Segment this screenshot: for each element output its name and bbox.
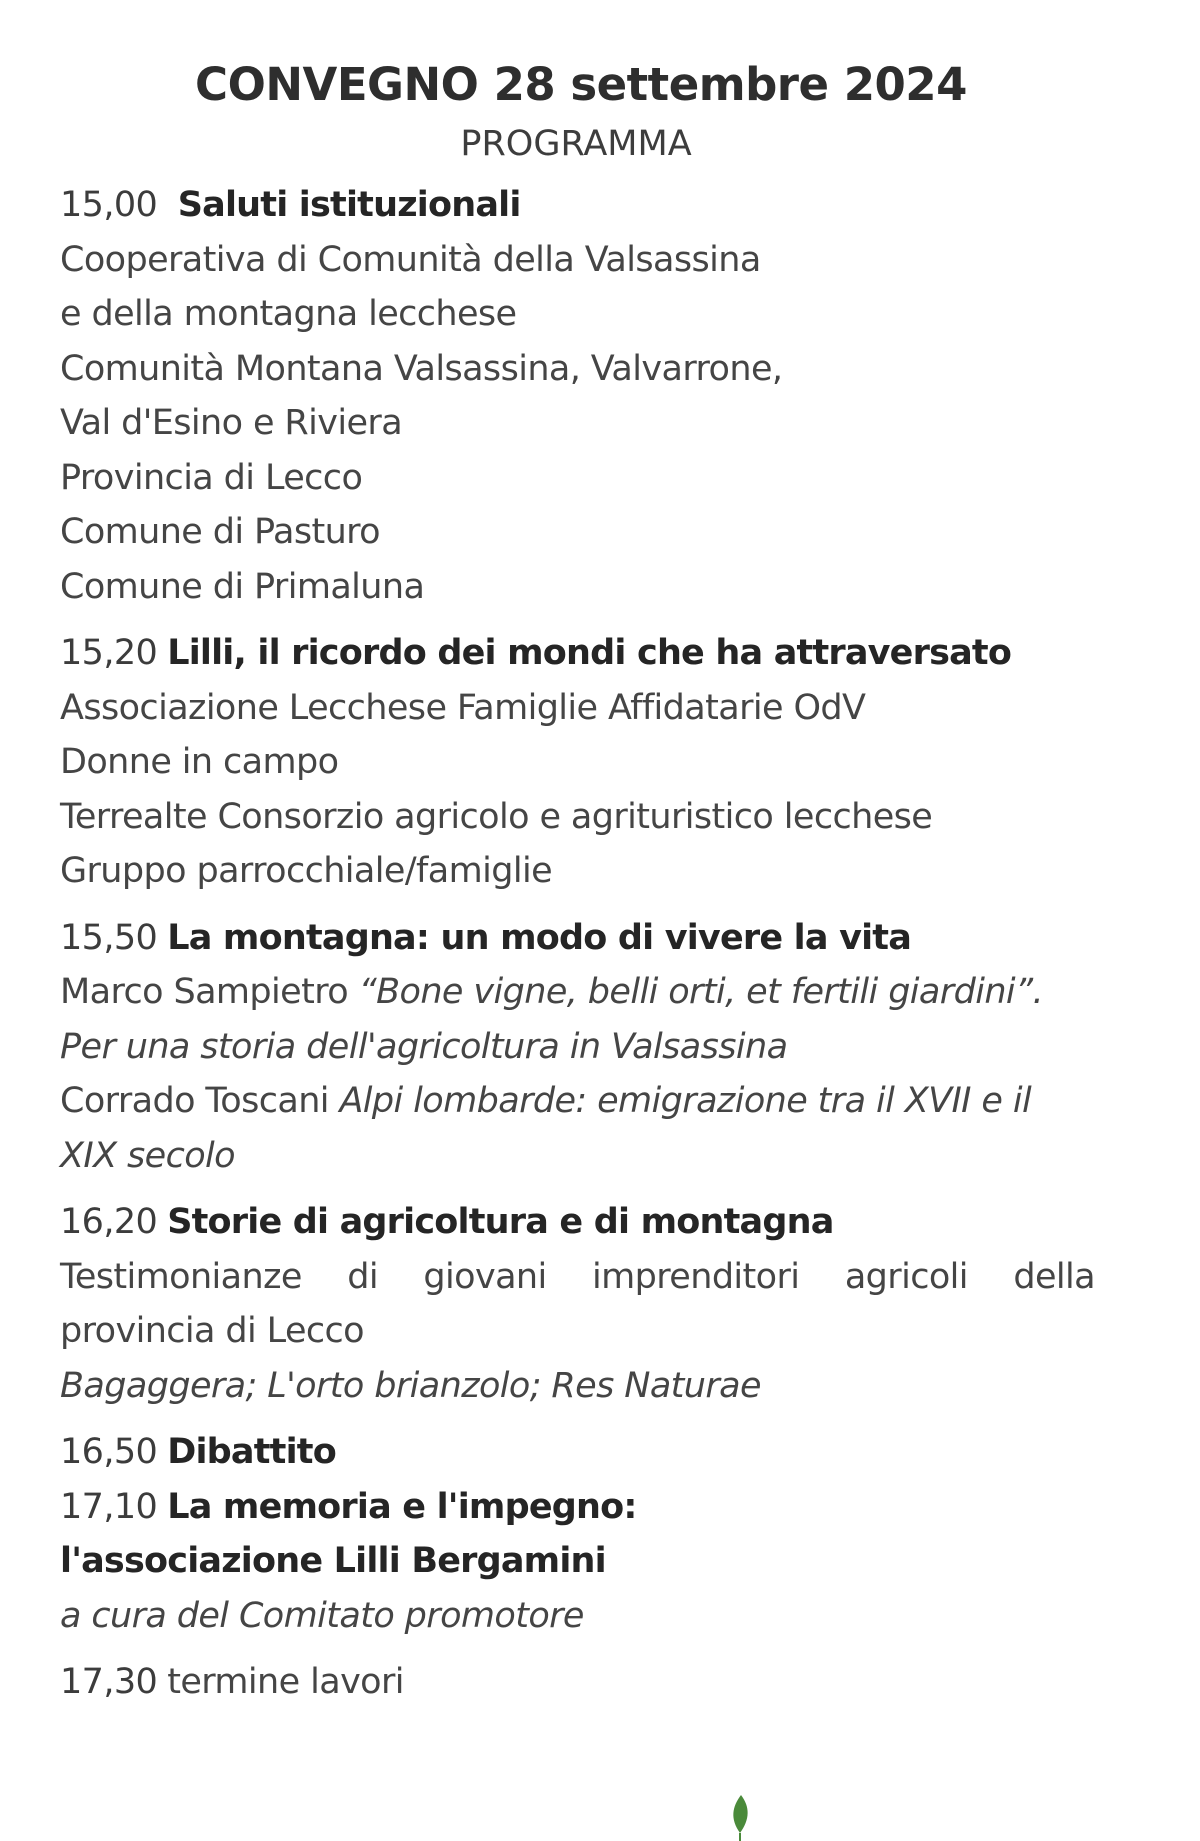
session-line: Gruppo parrocchiale/famiglie — [60, 851, 553, 891]
session-line: Val d'Esino e Riviera — [60, 403, 403, 443]
session-heading — [60, 1425, 1100, 1480]
session-time: 15,50 — [60, 917, 158, 958]
session-title: Saluti istituzionali — [177, 185, 521, 225]
session-title: Dibattito — [167, 1432, 336, 1472]
program-list — [60, 178, 1100, 1722]
leaf-icon — [726, 1793, 756, 1841]
session-title: Lilli, il ricordo dei mondi che ha attraversato — [167, 633, 1012, 673]
talk-title-continued: Per una storia dell'agricoltura in Valsassina — [60, 1026, 788, 1067]
session-title: Storie di agricoltura e di montagna — [167, 1202, 834, 1242]
session-1710 — [60, 1480, 1100, 1644]
session-heading — [60, 178, 1100, 233]
session-line: Bagaggera; L'orto brianzolo; Res Naturae — [60, 1365, 761, 1406]
session-time: 15,20 — [60, 633, 158, 673]
speaker-name: Marco Sampietro — [60, 972, 349, 1012]
session-1550 — [60, 911, 1100, 1184]
session-1730 — [60, 1655, 1100, 1710]
session-time: 15,00 — [60, 185, 158, 225]
session-title: termine lavori — [167, 1662, 404, 1702]
session-1650 — [60, 1425, 1100, 1480]
session-heading — [60, 1195, 1100, 1250]
session-line: Terrealte Consorzio agricolo e agrituristico lecchese — [60, 796, 933, 837]
session-line: Associazione Lecchese Famiglie Affidatarie OdV — [60, 687, 866, 728]
talk-title: Alpi lombarde: emigrazione tra il XVII e il — [339, 1081, 1032, 1121]
session-1500 — [60, 178, 1100, 614]
session-heading — [60, 911, 1100, 966]
session-1520 — [60, 626, 1100, 899]
talk-title-continued: XIX secolo — [60, 1135, 235, 1176]
session-heading — [60, 1655, 1100, 1710]
session-line: Comune di Primaluna — [60, 566, 425, 607]
session-line: e della montagna lecchese — [60, 294, 517, 334]
session-line: Donne in campo — [60, 742, 339, 782]
session-time: 17,30 — [60, 1662, 158, 1702]
session-line: Comunità Montana Valsassina, Valvarrone, — [60, 348, 783, 389]
talk-title: “Bone vigne, belli orti, et fertili giardini”. — [358, 972, 1044, 1012]
speaker-line — [60, 965, 1100, 1020]
page-title: CONVEGNO 28 settembre 2024 — [195, 58, 967, 111]
session-heading — [60, 626, 1100, 681]
session-line: Testimonianze di giovani imprenditori agricoli della — [60, 1256, 1095, 1297]
session-heading — [60, 1480, 1100, 1535]
speaker-name: Corrado Toscani — [60, 1081, 329, 1121]
session-line: Cooperativa di Comunità della Valsassina — [60, 239, 761, 280]
speaker-line — [60, 1074, 1100, 1129]
session-note: a cura del Comitato promotore — [60, 1595, 584, 1636]
session-time: 17,10 — [60, 1486, 158, 1527]
session-1620 — [60, 1195, 1100, 1413]
page-subtitle: PROGRAMMA — [460, 124, 692, 164]
session-line: Comune di Pasturo — [60, 512, 380, 552]
session-line: Provincia di Lecco — [60, 457, 363, 498]
session-title-2: l'associazione Lilli Bergamini — [60, 1541, 606, 1581]
session-time: 16,50 — [60, 1432, 158, 1472]
session-time: 16,20 — [60, 1202, 158, 1242]
session-title-continued — [60, 1534, 1100, 1589]
session-title: La memoria e l'impegno: — [167, 1486, 637, 1527]
session-line: provincia di Lecco — [60, 1311, 364, 1351]
session-title: La montagna: un modo di vivere la vita — [167, 917, 912, 958]
